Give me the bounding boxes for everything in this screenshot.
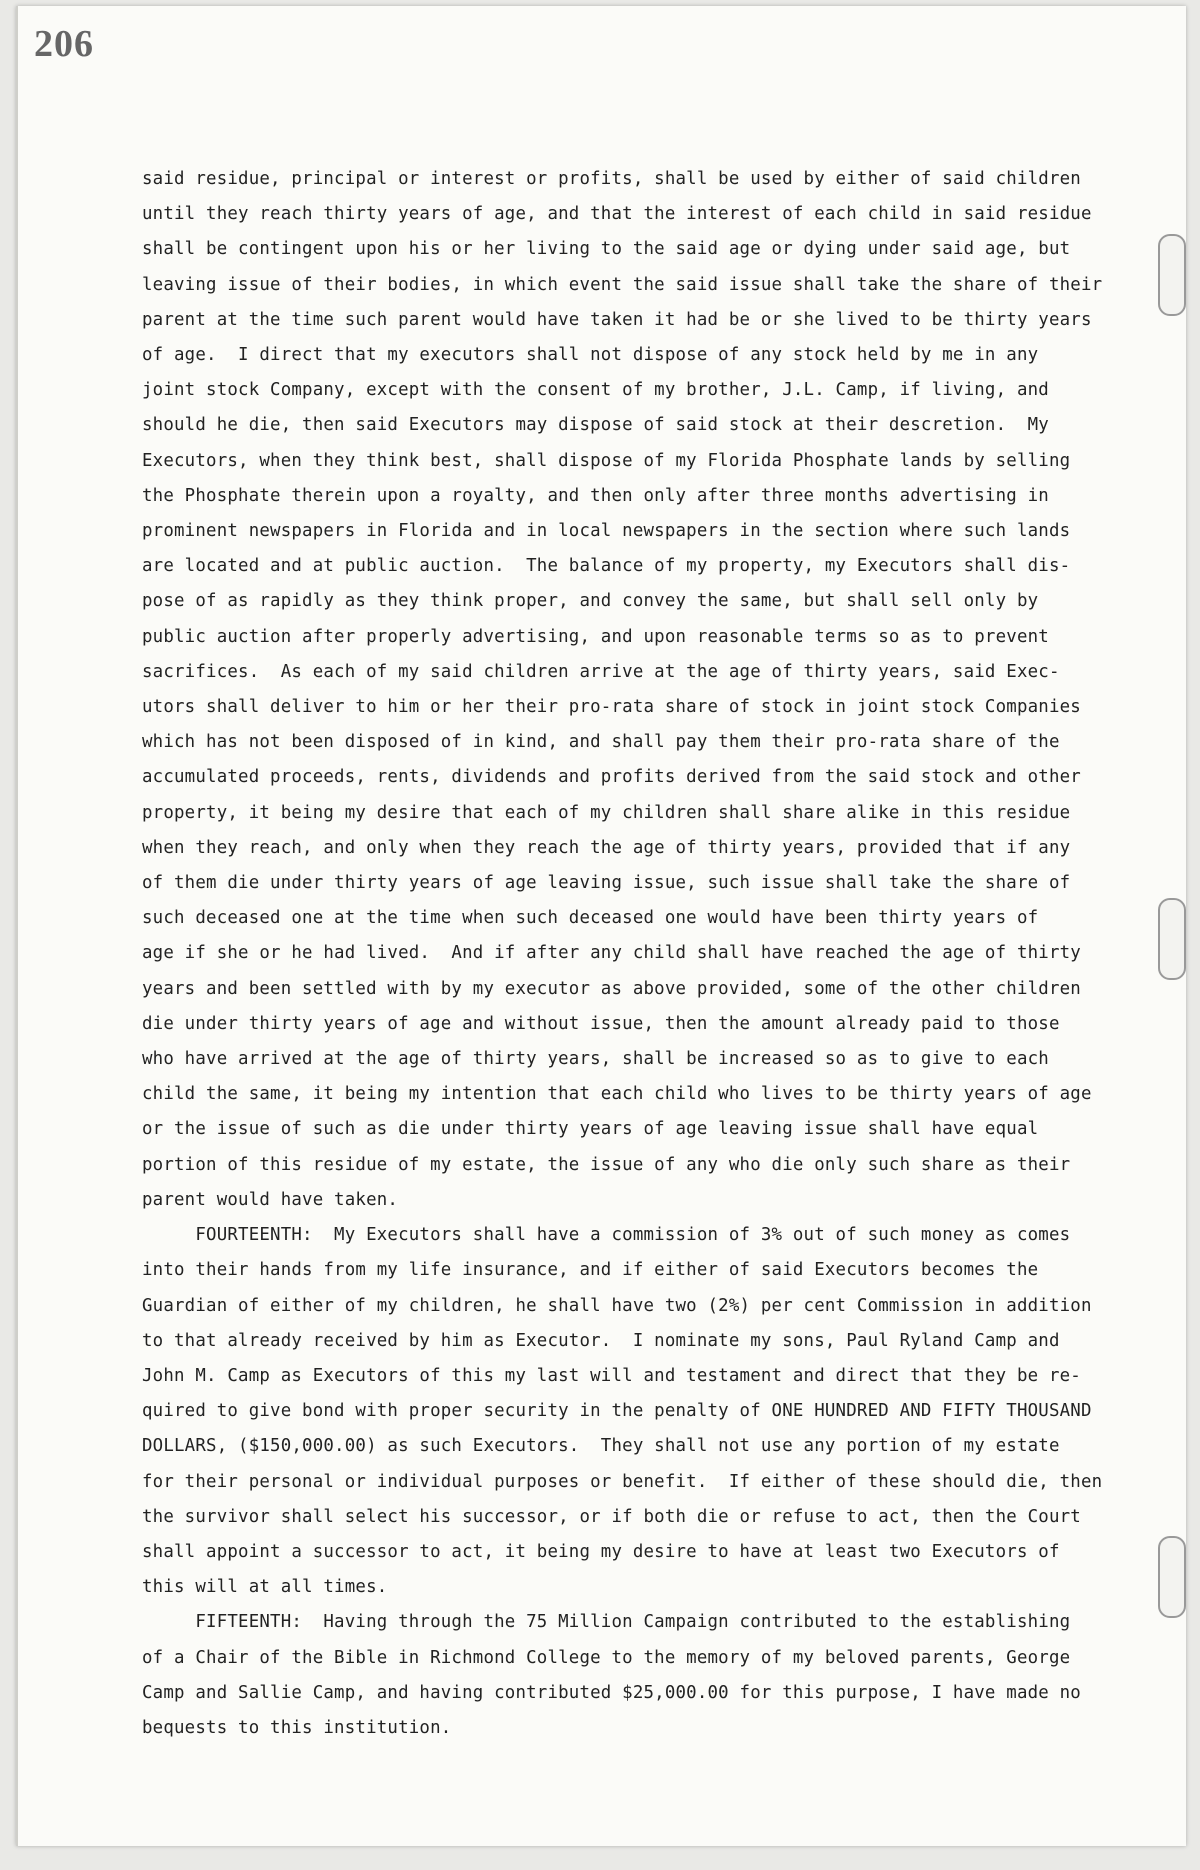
text-line: are located and at public auction. The balance of my property, my Executors shall dis- [142,556,1071,577]
text-line: when they reach, and only when they reach the age of thirty years, provided that if any [142,837,1071,858]
page-number: 206 [34,23,94,65]
text-line: of a Chair of the Bible in Richmond College to the memory of my beloved parents, George [142,1647,1071,1668]
text-line: for their personal or individual purposes or benefit. If either of these should die, then [142,1471,1103,1492]
text-line: child the same, it being my intention that each child who lives to be thirty years of age [142,1084,1092,1105]
text-line: John M. Camp as Executors of this my last will and testament and direct that they be re- [142,1365,1081,1386]
text-line: who have arrived at the age of thirty years, shall be increased so as to give to each [142,1049,1049,1070]
text-line: quired to give bond with proper security in the penalty of ONE HUNDRED AND FIFTY THOUSAND [142,1401,1092,1422]
text-line: leaving issue of their bodies, in which event the said issue shall take the share of their [142,274,1103,295]
text-line: age if she or he had lived. And if after any child shall have reached the age of thirty [142,943,1081,964]
text-line: shall be contingent upon his or her living to the said age or dying under said age, but [142,239,1071,260]
text-line: or the issue of such as die under thirty years of age leaving issue shall have equal [142,1119,1039,1140]
text-line: the Phosphate therein upon a royalty, and then only after three months advertising in [142,485,1049,506]
text-line: the survivor shall select his successor, or if both die or refuse to act, then the Court [142,1506,1081,1527]
text-line: into their hands from my life insurance, and if either of said Executors becomes the [142,1260,1039,1281]
text-line: Guardian of either of my children, he shall have two (2%) per cent Commission in addition [142,1295,1092,1316]
text-line: property, it being my desire that each of my children shall share alike in this residue [142,802,1071,823]
binder-hole-middle [1158,898,1186,980]
text-line: such deceased one at the time when such deceased one would have been thirty years of [142,908,1039,929]
text-line: of age. I direct that my executors shall not dispose of any stock held by me in any [142,345,1039,366]
document-page [16,6,1186,1846]
text-line: sacrifices. As each of my said children arrive at the age of thirty years, said Exec- [142,661,1060,682]
text-line: which has not been disposed of in kind, and shall pay them their pro-rata share of the [142,732,1060,753]
binder-hole-top [1158,234,1186,316]
text-line: FIFTEENTH: Having through the 75 Million Campaign contributed to the establishing [142,1612,1071,1633]
text-line: until they reach thirty years of age, and that the interest of each child in said residue [142,204,1092,225]
binder-hole-bottom [1158,1536,1186,1618]
text-line: bequests to this institution. [142,1717,452,1738]
text-line: portion of this residue of my estate, the issue of any who die only such share as their [142,1154,1071,1175]
text-line: should he die, then said Executors may dispose of said stock at their descretion. My [142,415,1049,436]
text-line: FOURTEENTH: My Executors shall have a commission of 3% out of such money as comes [142,1225,1071,1246]
text-line: utors shall deliver to him or her their pro-rata share of stock in joint stock Companies [142,697,1081,718]
text-line: joint stock Company, except with the consent of my brother, J.L. Camp, if living, and [142,380,1049,401]
text-line: this will at all times. [142,1577,388,1598]
text-line: pose of as rapidly as they think proper, and convey the same, but shall sell only by [142,591,1039,612]
text-line: of them die under thirty years of age leaving issue, such issue shall take the share of [142,873,1071,894]
text-line: Executors, when they think best, shall dispose of my Florida Phosphate lands by selling [142,450,1071,471]
text-line: to that already received by him as Executor. I nominate my sons, Paul Ryland Camp and [142,1330,1060,1351]
text-line: said residue, principal or interest or profits, shall be used by either of said children [142,169,1081,189]
text-line: shall appoint a successor to act, it being my desire to have at least two Executors of [142,1541,1060,1562]
text-line: Camp and Sallie Camp, and having contributed $25,000.00 for this purpose, I have made no [142,1682,1081,1703]
text-line: parent at the time such parent would have taken it had be or she lived to be thirty years [142,309,1092,330]
text-line: years and been settled with by my executor as above provided, some of the other children [142,978,1081,999]
will-body-text [142,162,1102,1746]
text-line: parent would have taken. [142,1189,399,1210]
text-line: public auction after properly advertising, and upon reasonable terms so as to prevent [142,626,1049,647]
text-line: die under thirty years of age and without issue, then the amount already paid to those [142,1013,1060,1034]
text-line: prominent newspapers in Florida and in local newspapers in the section where such lands [142,521,1071,542]
text-line: accumulated proceeds, rents, dividends and profits derived from the said stock and other [142,767,1081,788]
text-line: DOLLARS, ($150,000.00) as such Executors. They shall not use any portion of my estate [142,1436,1060,1457]
